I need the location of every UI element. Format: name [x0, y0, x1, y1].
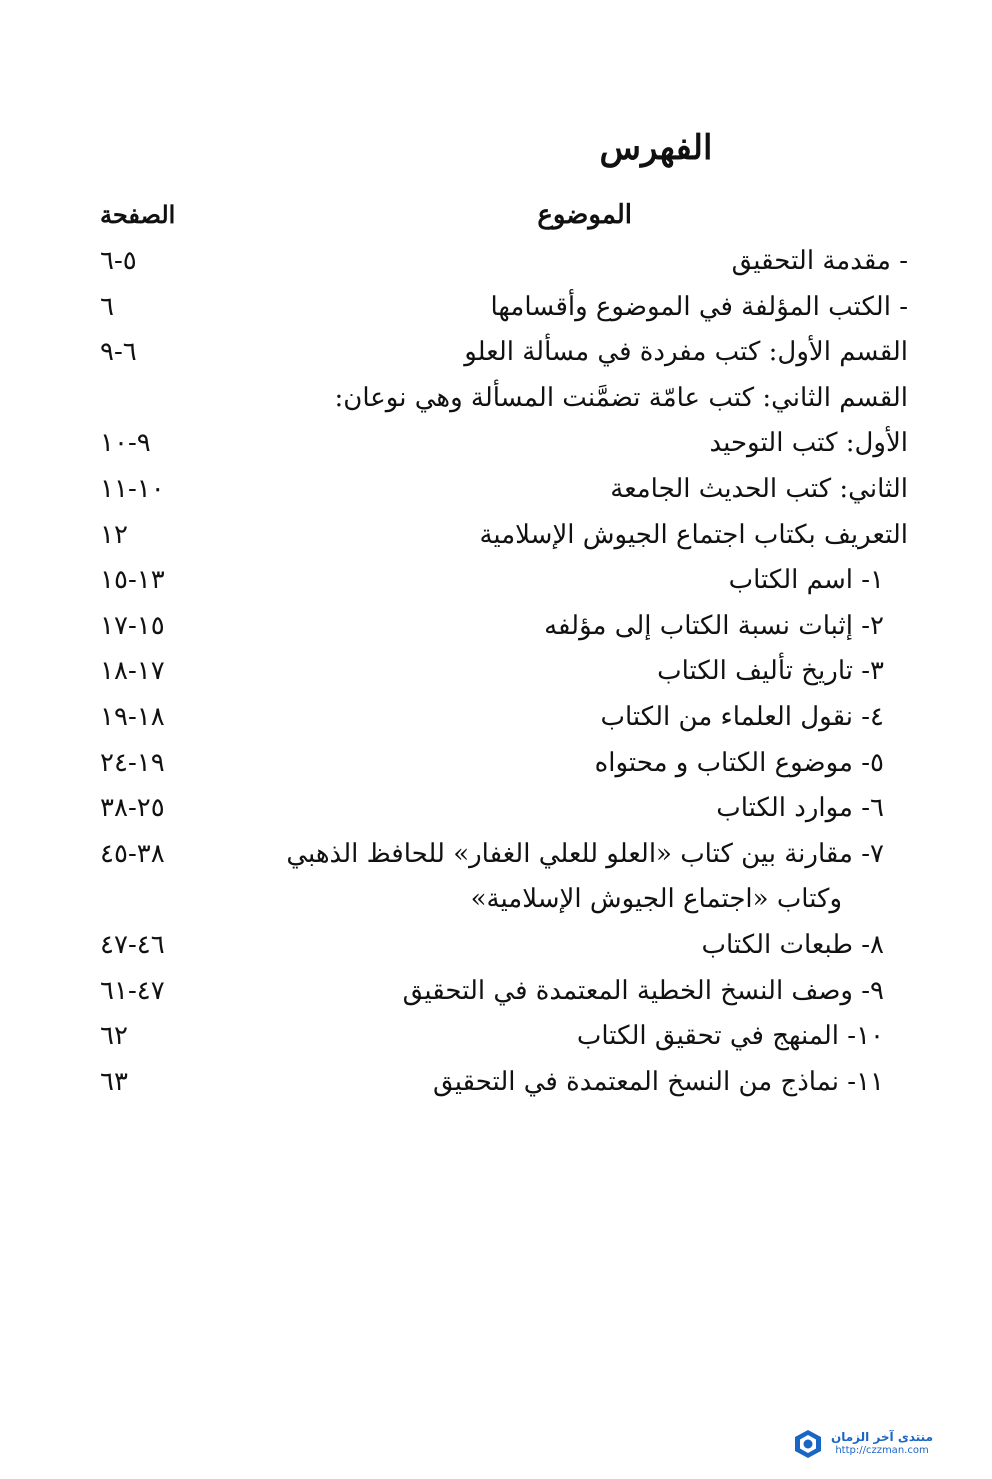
toc-entry-pages: ٤٧-٦١: [100, 975, 165, 1006]
toc-entry-pages: ٣٨-٤٥: [100, 838, 165, 869]
toc-entry-title: ٨- طبعات الكتاب: [701, 929, 884, 960]
page-column-header: الصفحة: [100, 200, 176, 229]
toc-entry: [0, 835, 992, 881]
toc-entry-title: ١- اسم الكتاب: [728, 565, 884, 596]
toc-entry: [0, 333, 992, 379]
toc-entry-title: القسم الأول: كتب مفردة في مسألة العلو: [464, 337, 908, 368]
toc-entry-pages: ١٠-١١: [100, 473, 165, 504]
toc-entry: [0, 561, 992, 607]
toc-entry-pages: ٦٣: [100, 1066, 128, 1097]
toc-entry: [0, 242, 992, 288]
toc-entry-pages: ١٨-١٩: [100, 701, 165, 732]
toc-entry: [0, 607, 992, 653]
watermark-name: منتدى آخر الزمان: [831, 1430, 933, 1445]
toc-entry: [0, 424, 992, 470]
toc-entry: [0, 926, 992, 972]
toc-entry: [0, 744, 992, 790]
toc-entry-title: ٣- تاريخ تأليف الكتاب: [657, 656, 884, 687]
toc-entry-pages: ٤٦-٤٧: [100, 929, 165, 960]
forum-watermark: [793, 1417, 978, 1471]
toc-entry-pages: ٦٢: [100, 1021, 128, 1052]
toc-entry: [0, 288, 992, 334]
toc-entry-pages: ١٥-١٧: [100, 610, 165, 641]
toc-entry-pages: ٩-١٠: [100, 428, 151, 459]
toc-entry-title: ٧- مقارنة بين كتاب «العلو للعلي الغفار» للحافظ الذهبي: [286, 838, 884, 869]
toc-entry-title: ٢- إثبات نسبة الكتاب إلى مؤلفه: [544, 610, 884, 641]
toc-entry-pages: ٦-٩: [100, 337, 137, 368]
toc-entry: [0, 379, 992, 425]
toc-entry-title: الأول: كتب التوحيد: [709, 428, 908, 459]
toc-entry-pages: ١٢: [100, 519, 128, 550]
toc-entry-title: - مقدمة التحقيق: [731, 246, 908, 276]
toc-entry-title: التعريف بكتاب اجتماع الجيوش الإسلامية: [479, 519, 908, 550]
toc-entry-title: ٩- وصف النسخ الخطية المعتمدة في التحقيق: [402, 975, 884, 1006]
toc-entry-title: القسم الثاني: كتب عامّة تضمَّنت المسألة وهي نوعان:: [334, 382, 908, 413]
toc-entry-title: الثاني: كتب الحديث الجامعة: [610, 473, 908, 504]
toc-entry-title: ٦- موارد الكتاب: [716, 793, 884, 824]
subject-column-header: الموضوع: [537, 200, 632, 230]
watermark-url: http://czzman.com: [835, 1445, 929, 1457]
toc-entry-title: - الكتب المؤلفة في الموضوع وأقسامها: [490, 291, 908, 322]
toc-entry-pages: ٢٥-٣٨: [100, 793, 165, 824]
toc-header: [0, 200, 992, 240]
toc-entry-pages: ٥-٦: [100, 246, 137, 276]
toc-entry-title: ١١- نماذج من النسخ المعتمدة في التحقيق: [433, 1066, 884, 1097]
toc-entry: [0, 516, 992, 562]
shield-logo-icon: [793, 1429, 823, 1459]
toc-entry-pages: ٦: [100, 291, 114, 322]
toc-entry: [0, 880, 992, 926]
toc-entry: [0, 470, 992, 516]
toc-entry: [0, 698, 992, 744]
toc-entry: [0, 652, 992, 698]
toc-entry: [0, 1063, 992, 1109]
table-of-contents: [0, 242, 992, 1108]
toc-entry-title: ٤- نقول العلماء من الكتاب: [600, 701, 884, 732]
toc-entry-title: ٥- موضوع الكتاب و محتواه: [594, 747, 884, 778]
toc-entry-title: ١٠- المنهج في تحقيق الكتاب: [576, 1021, 884, 1052]
toc-entry-pages: ١٩-٢٤: [100, 747, 165, 778]
toc-entry: [0, 1017, 992, 1063]
toc-entry-pages: ١٣-١٥: [100, 565, 165, 596]
toc-entry: [0, 972, 992, 1018]
page-title: الفهرس: [599, 128, 713, 168]
toc-entry: [0, 789, 992, 835]
toc-entry-pages: ١٧-١٨: [100, 656, 165, 687]
toc-entry-title: وكتاب «اجتماع الجيوش الإسلامية»: [470, 884, 842, 915]
